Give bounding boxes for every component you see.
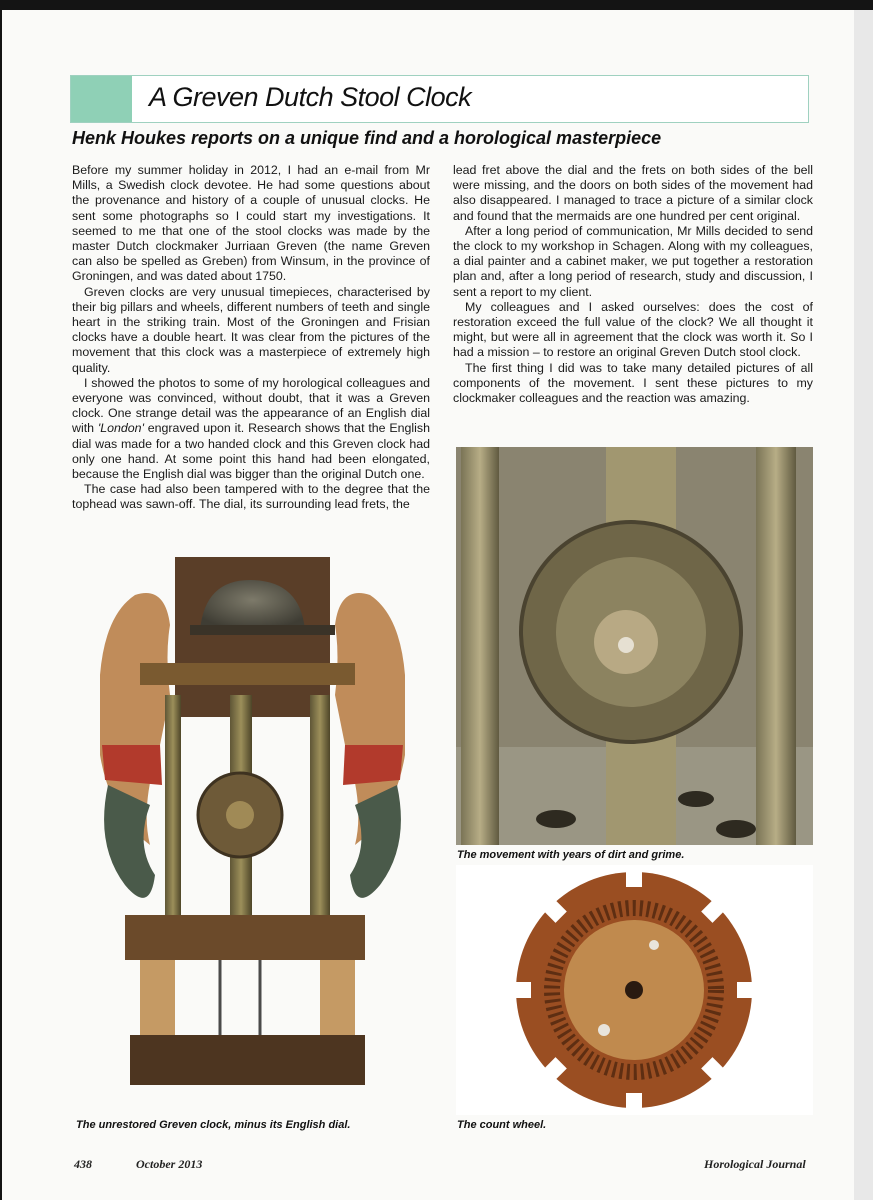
journal-name: Horological Journal: [704, 1157, 806, 1171]
column-2: [453, 163, 813, 406]
count-wheel-caption: The count wheel.: [457, 1119, 547, 1131]
paragraph: The first thing I did was to take many detailed pictures of all components of the movement. I sent these pictures to my clockmaker colleagues and the reaction was amazing.: [453, 360, 813, 406]
article-title: A Greven Dutch Stool Clock: [149, 82, 472, 112]
column-1: [72, 163, 430, 513]
title-banner: [70, 75, 809, 123]
article-subtitle: Henk Houkes reports on a unique find and a horological masterpiece: [72, 128, 662, 148]
scan-edge: [854, 10, 873, 1200]
count-wheel-photo: [456, 865, 813, 1115]
paragraph: lead fret above the dial and the frets on both sides of the bell were missing, and the doors on both sides of the movement had also disappeared. I managed to trace a picture of a similar clock and found that the mermaids are one hundred per cent original.: [453, 163, 813, 223]
paragraph: I showed the photos to some of my horological colleagues and everyone was convinced, without doubt, that it was a Greven clock. One strange detail was the appearance of an English dial with 'London' engraved upon it. Research shows that the English dial was made for a two handed clock and this Greven clock had only one hand. At some point this hand had been elongated, because the English dial was bigger than the original Dutch one.: [72, 375, 431, 482]
paragraph: Greven clocks are very unusual timepieces, characterised by their big pillars and wheels, different numbers of teeth and single heart in the striking train. Most of the Groningen and Frisian clocks have a double heart. It was clear from the pictures of the movement that this clock was a masterpiece of extremely high quality.: [72, 284, 430, 375]
movement-caption: The movement with years of dirt and grime.: [457, 849, 685, 861]
paragraph: Before my summer holiday in 2012, I had an e-mail from Mr Mills, a Swedish clock devotee. He had some questions about the provenance and history of a couple of unusual clocks. He sent some photographs so I could start my investigations. It seemed to me that one of the stool clocks was made by the master Dutch clockmaker Jurriaan Greven (the name Greven can also be spelled as Greben) from Winsum, in the province of Groningen, and was dated about 1750.: [72, 163, 430, 284]
page-number: 438: [74, 1157, 92, 1171]
accent-tab: [71, 76, 132, 122]
movement-photo: [456, 447, 813, 845]
paragraph: After a long period of communication, Mr Mills decided to send the clock to my workshop in Schagen. Along with my colleagues, a dial painter and a cabinet maker, we put together a restoration plan and, after a long period of research, study and discussion, I sent a report to my client.: [453, 223, 813, 299]
paragraph: The case had also been tampered with to the degree that the tophead was sawn-off. The dial, its surrounding lead frets, the: [72, 482, 430, 512]
clock-photo: [80, 545, 425, 1090]
clock-caption: The unrestored Greven clock, minus its English dial.: [76, 1119, 351, 1131]
issue-date: October 2013: [136, 1157, 203, 1171]
paragraph: My colleagues and I asked ourselves: does the cost of restoration exceed the full value of the clock? We all thought it might, but were all in agreement that the clock was worth it. So I had a mission – to restore an original Greven Dutch stool clock.: [453, 299, 813, 360]
